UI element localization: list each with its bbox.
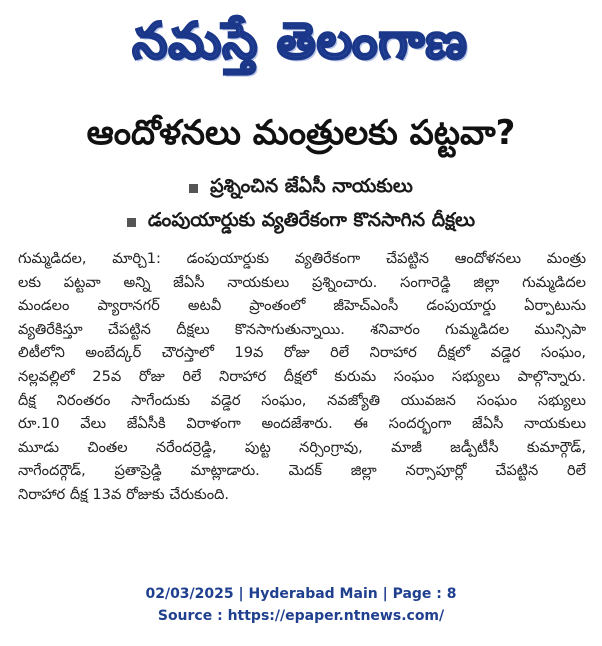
subhead-item (0, 205, 602, 239)
edition-info: 02/03/2025 | Hyderabad Main | Page : 8 (145, 586, 457, 602)
subhead-item (0, 171, 602, 205)
article-line: నల్లవల్లిలో 25వ రోజు రిలే నిరాహార దీక్షలో కురుమ సంఘం సభ్యులు పాల్గొన్నారు. (18, 367, 586, 385)
article-body (18, 247, 586, 507)
article-line: లిటీలోని అంబేద్కర్ చౌరస్తాలో 19వ రోజు రిలే నిరాహార దీక్షలో వడ్డెర సంఘం, (18, 344, 586, 362)
article-line: నాగేందర్గౌడ్, ప్రతాప్రెడ్డి మాట్లాడారు. మెదక్ జిల్లా నర్సాపూర్లో చేపట్టిన రిలే (18, 462, 586, 480)
article-line: వ్యతిరేకిస్తూ చేపట్టిన దీక్షలు కొనసాగుతున్నాయి. శనివారం గుమ్మడిదల మున్సిపా (18, 320, 586, 338)
article-line: మండలం ప్యారానగర్ అటవీ ప్రాంతంలో జీహెచ్ఎంసీ డంపుయార్డు ఏర్పాటును (18, 297, 586, 315)
subhead-list (0, 171, 602, 239)
article-line: మూడు చింతల నరేందర్రెడ్డి, పుట్ట నర్సింగ్రావు, మాజీ జడ్పీటీసీ కుమార్గౌడ్, (18, 438, 586, 456)
clipping-footer (0, 583, 602, 627)
article-line: గుమ్మడిదల, మార్చి1: డంపుయార్డుకు వ్యతిరేకంగా చేపట్టిన ఆందోళనలు మంత్రు (18, 250, 586, 267)
subhead-text: ప్రశ్నించిన జేఏసీ నాయకులు (210, 174, 413, 197)
subhead-text: డంపుయార్డుకు వ్యతిరేకంగా కొనసాగిన దీక్షలు (147, 208, 476, 231)
article-line: లకు పట్టవా అన్ని జేఏసీ నాయకులు ప్రశ్నించారు. సంగారెడ్డి జిల్లా గుమ్మడిదల (18, 273, 586, 291)
square-bullet-icon (127, 218, 136, 227)
masthead-title: నమస్తే తెలంగాణ (132, 12, 468, 70)
article-headline: ఆందోళనలు మంత్రులకు పట్టవా? (86, 113, 516, 153)
newspaper-masthead (104, 4, 496, 78)
article-line: దీక్ష నిరంతరం సాగేందుకు వడ్డెర సంఘం, నవజ్యోతి యువజన సంఘం సభ్యులు (18, 391, 586, 409)
article-line: నిరాహార దీక్ష 13వ రోజుకు చేరుకుంది. (18, 485, 230, 503)
square-bullet-icon (189, 184, 198, 193)
source-link[interactable]: Source : https://epaper.ntnews.com/ (157, 608, 445, 624)
article-line: రూ.10 వేలు జేఏసీకి విరాళంగా అందజేశారు. ఈ సందర్భంగా జేఏసీ నాయకులు (18, 415, 586, 433)
